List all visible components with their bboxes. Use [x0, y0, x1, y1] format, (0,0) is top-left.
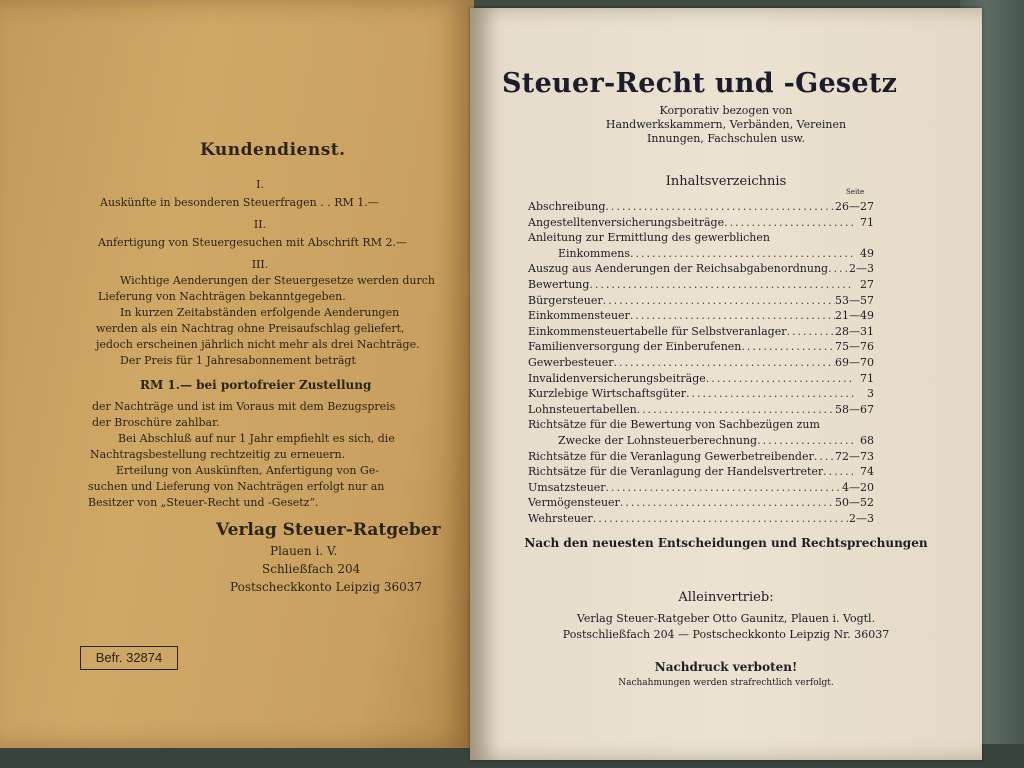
toc-entry-label: Richtsätze für die Bewertung von Sachbezügen zum: [528, 418, 820, 432]
toc-entry-page: 26—27: [835, 200, 874, 213]
toc-entry-label: Familienversorgung der Einberufenen: [528, 340, 742, 354]
toc-entry: [528, 355, 874, 371]
toc-entry-label: Einkommensteuertabelle für Selbstveranlager: [528, 324, 787, 338]
toc-leader-dots: [606, 480, 842, 496]
para-line: Erteilung von Auskünften, Anfertigung von Ge-: [116, 464, 379, 477]
toc-leader-dots: [613, 355, 835, 371]
toc-entry: [528, 293, 874, 309]
toc-entry-page: 74: [860, 465, 874, 479]
toc-leader-dots: [620, 495, 835, 511]
para-line: Wichtige Aenderungen der Steuergesetze werden durch: [120, 274, 436, 287]
toc-entry-label: Einkommens: [558, 246, 631, 260]
para-line: suchen und Lieferung von Nachträgen erfolgt nur an: [88, 480, 385, 493]
toc-entry-page: 27: [860, 277, 874, 291]
approval-stamp: Befr. 32874: [80, 646, 178, 670]
toc-leader-dots: [593, 511, 849, 527]
toc-entry: [528, 199, 874, 215]
toc-entry-page: 50—52: [835, 496, 874, 510]
right-page: [470, 8, 982, 760]
publisher-name: Verlag Steuer-Ratgeber: [216, 520, 441, 540]
para-line: In kurzen Zeitabständen erfolgende Aenderungen: [120, 306, 400, 319]
toc-leader-dots: [828, 261, 849, 277]
toc-entry-label: Angestelltenversicherungsbeiträge: [528, 215, 725, 229]
reprint-notice: Nachdruck verboten!: [654, 660, 798, 674]
section-number-ii: II.: [253, 218, 267, 231]
toc-leader-dots: [786, 324, 835, 340]
toc-entry: [528, 386, 874, 402]
toc-entry-page: 28—31: [835, 324, 874, 338]
para-line: Bei Abschluß auf nur 1 Jahr empfiehlt es sich, die: [118, 432, 395, 445]
toc-entry: [528, 215, 874, 231]
reprint-notice-sub: Nachahmungen werden strafrechtlich verfolgt.: [618, 678, 834, 688]
toc-leader-dots: [686, 386, 854, 402]
toc-entry-label: Bewertung: [528, 277, 590, 291]
publisher-po-box: Schließfach 204: [262, 562, 361, 576]
subtitle-line: Handwerkskammern, Verbänden, Vereinen: [605, 118, 847, 131]
service-line-ii: Anfertigung von Steuergesuchen mit Abschrift RM 2.—: [98, 236, 407, 249]
toc-entry-label: Abschreibung: [528, 200, 606, 213]
toc-entry-page: 72—73: [835, 449, 874, 463]
para-line-price: RM 1.— bei portofreier Zustellung: [140, 378, 372, 392]
toc-entry: [528, 464, 874, 480]
left-page-title: Kundendienst.: [200, 140, 346, 160]
toc-entry-page: 4—20: [842, 480, 874, 494]
toc-entry-page: 53—57: [835, 293, 874, 307]
toc-entry-label: Zwecke der Lohnsteuerberechnung: [558, 433, 758, 447]
toc-entry-label: Lohnsteuertabellen: [528, 402, 637, 416]
toc-entry-page: 68: [860, 433, 874, 447]
distributor-publisher: Verlag Steuer-Ratgeber Otto Gaunitz, Plauen i. Vogtl.: [576, 612, 876, 625]
publisher-city: Plauen i. V.: [270, 544, 338, 558]
toc-entry-label: Invalidenversicherungsbeiträge: [528, 371, 706, 385]
para-line: der Broschüre zahlbar.: [92, 416, 220, 429]
toc-leader-dots: [605, 199, 835, 215]
toc-leader-dots: [706, 371, 854, 387]
subtitle-line: Innungen, Fachschulen usw.: [647, 132, 805, 145]
publisher-account: Postscheckkonto Leipzig 36037: [230, 580, 422, 594]
table-of-contents: [528, 199, 874, 526]
para-line: Besitzer von „Steuer-Recht und -Gesetz“.: [88, 496, 319, 509]
service-line-i: Auskünfte in besonderen Steuerfragen . . RM 1.—: [100, 196, 379, 209]
toc-heading: Inhaltsverzeichnis: [665, 174, 787, 189]
toc-entry-label: Richtsätze für die Veranlagung Gewerbetreibender: [528, 449, 814, 463]
para-line: jedoch erscheinen jährlich nicht mehr als drei Nachträge.: [96, 338, 420, 351]
toc-entry-page: 21—49: [835, 309, 874, 323]
toc-entry-label: Umsatzsteuer: [528, 480, 606, 494]
subtitle-line: Korporativ bezogen von: [659, 104, 793, 117]
toc-entry: [528, 371, 874, 387]
toc-entry-page: 58—67: [835, 402, 874, 416]
toc-entry-label: Richtsätze für die Veranlagung der Handelsvertreter: [528, 465, 824, 479]
toc-entry: [528, 495, 874, 511]
toc-entry: [528, 308, 874, 324]
toc-entry: [528, 402, 874, 418]
toc-entry-page: 71: [860, 215, 874, 229]
para-line: Der Preis für 1 Jahresabonnement beträgt: [120, 354, 356, 367]
toc-entry: [528, 324, 874, 340]
toc-entry-page: 71: [860, 371, 874, 385]
toc-entry: [528, 246, 874, 262]
toc-entry-label: Auszug aus Aenderungen der Reichsabgabenordnung: [528, 262, 829, 276]
toc-leader-dots: [814, 449, 835, 465]
toc-entry: [528, 480, 874, 496]
section-number-i: I.: [256, 178, 264, 191]
latest-rulings-banner: Nach den neuesten Entscheidungen und Rechtsprechungen: [524, 536, 928, 550]
toc-entry-label: Wehrsteuer: [528, 511, 593, 525]
toc-leader-dots: [630, 308, 835, 324]
toc-leader-dots: [757, 433, 854, 449]
para-line: werden als ein Nachtrag ohne Preisaufschlag geliefert,: [96, 322, 405, 335]
toc-leader-dots: [724, 215, 854, 231]
toc-entry-label: Vermögensteuer: [528, 496, 620, 510]
toc-entry: [528, 230, 874, 246]
toc-entry-page: 75—76: [835, 340, 874, 354]
toc-leader-dots: [637, 402, 835, 418]
toc-entry: [528, 433, 874, 449]
toc-entry-label: Einkommensteuer: [528, 309, 630, 323]
toc-entry: [528, 449, 874, 465]
toc-entry: [528, 339, 874, 355]
toc-leader-dots: [589, 277, 854, 293]
toc-leader-dots: [741, 339, 835, 355]
toc-entry-label: Gewerbesteuer: [528, 355, 614, 369]
toc-leader-dots: [630, 246, 854, 262]
section-number-iii: III.: [251, 258, 269, 271]
toc-entry-page: 2—3: [849, 511, 874, 525]
toc-entry: [528, 417, 874, 433]
toc-entry-page: 69—70: [835, 355, 874, 369]
toc-leader-dots: [603, 293, 835, 309]
toc-entry-label: Anleitung zur Ermittlung des gewerblichen: [528, 231, 770, 245]
toc-entry: [528, 511, 874, 527]
para-line: Nachtragsbestellung rechtzeitig zu erneuern.: [90, 448, 346, 461]
para-line: Lieferung von Nachträgen bekanntgegeben.: [98, 290, 346, 303]
toc-entry-page: 3: [867, 387, 874, 401]
toc-page-column-label: Seite: [846, 188, 865, 196]
distributor-address: Postschließfach 204 — Postscheckkonto Leipzig Nr. 36037: [562, 628, 890, 641]
toc-entry: [528, 277, 874, 293]
toc-entry: [528, 261, 874, 277]
toc-leader-dots: [823, 464, 854, 480]
toc-entry-label: Kurzlebige Wirtschaftsgüter: [528, 387, 686, 401]
booklet-title: Steuer-Recht und -Gesetz: [502, 68, 898, 99]
left-page: [0, 0, 474, 748]
para-line: der Nachträge und ist im Voraus mit dem Bezugspreis: [92, 400, 396, 413]
sole-distribution-heading: Alleinvertrieb:: [678, 590, 774, 605]
toc-entry-page: 49: [860, 246, 874, 260]
toc-entry-page: 2—3: [849, 262, 874, 276]
toc-entry-label: Bürgersteuer: [528, 293, 603, 307]
